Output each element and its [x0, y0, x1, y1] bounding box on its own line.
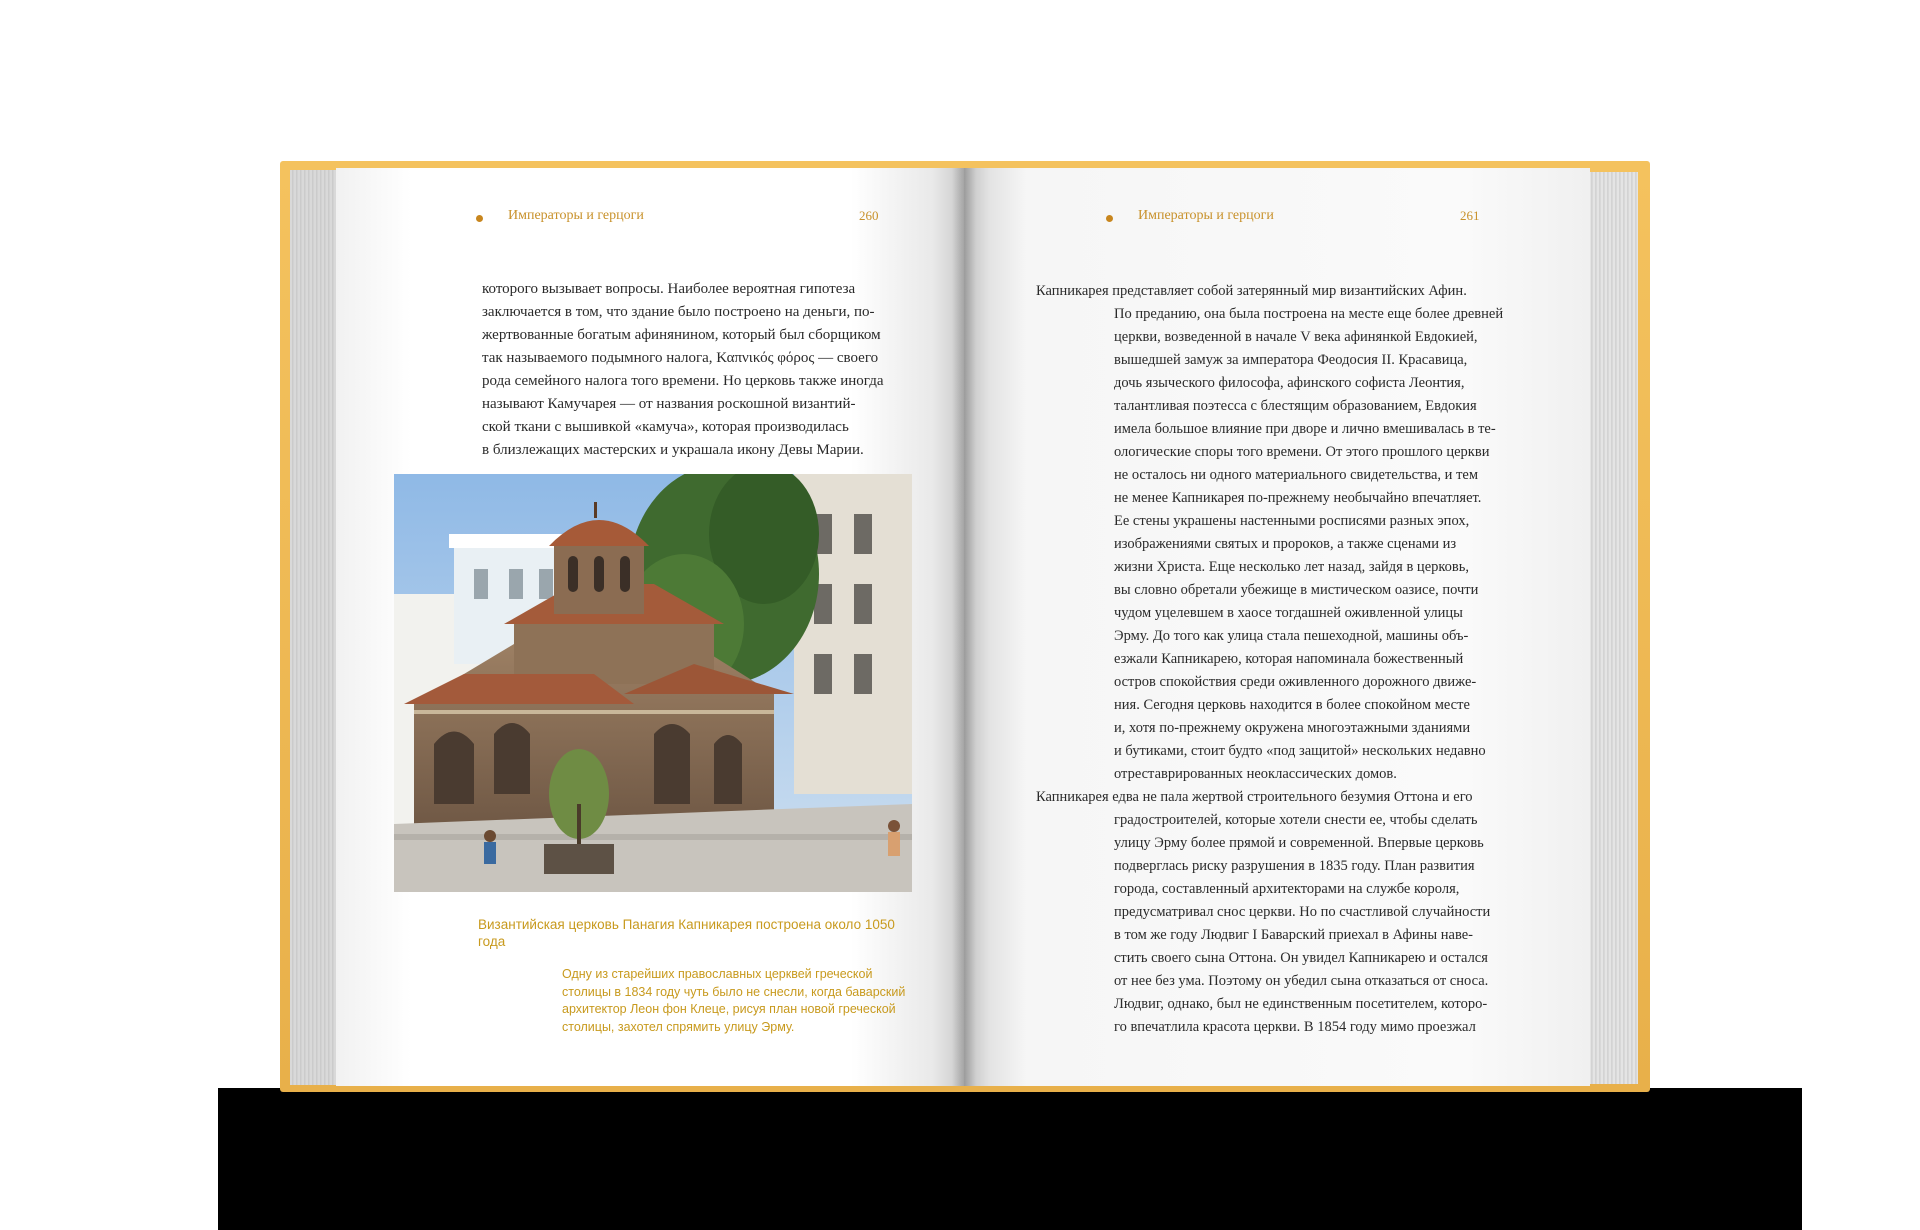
- book-shadow: [218, 1088, 1802, 1230]
- text-line: Эрму. До того как улица стала пешеходной, машины объ-: [1114, 628, 1469, 644]
- text-line: ской ткани с вышивкой «камуча», которая производилась: [482, 419, 849, 435]
- text-line: не менее Капникарея по-прежнему необычайно впечатляет.: [1114, 490, 1482, 506]
- paragraph-first-line: Капникарея едва не пала жертвой строительного безумия Оттона и его: [1036, 789, 1473, 805]
- paragraph: [1036, 809, 1556, 1039]
- text-line: чудом уцелевшем в хаосе тогдашней оживленной улицы: [1114, 605, 1463, 621]
- text-line: градостроителей, которые хотели снести ее, чтобы сделать: [1114, 812, 1478, 828]
- text-line: изображениями святых и пророков, а также сценами из: [1114, 536, 1457, 552]
- text-line: не осталось ни одного материального свидетельства, и тем: [1114, 467, 1479, 483]
- left-paragraph: [482, 278, 922, 462]
- text-line: так называемого подымного налога, Καπνικός φόρος — своего: [482, 350, 879, 366]
- text-line: предусматривал снос церкви. Но по счастливой случайности: [1114, 904, 1491, 920]
- church-photo: [394, 474, 912, 892]
- running-head-bullet: [1106, 215, 1113, 222]
- text-line: го впечатлила красота церкви. В 1854 году мимо проезжал: [1114, 1019, 1476, 1035]
- page-edges-right: [1585, 172, 1638, 1084]
- text-line: езжали Капникарею, которая напоминала божественный: [1114, 651, 1464, 667]
- right-page: [964, 168, 1590, 1086]
- text-line: называют Камучарея — от названия роскошной византий-: [482, 396, 856, 412]
- page-edges-left: [290, 170, 338, 1085]
- page-number-left: 260: [859, 208, 879, 223]
- text-line: улицу Эрму более прямой и современной. Впервые церковь: [1114, 835, 1484, 851]
- book-spine-fold: [952, 168, 976, 1086]
- page-number-right: 261: [1460, 208, 1480, 223]
- running-head-left: Императоры и герцоги: [508, 208, 644, 223]
- text-line: ния. Сегодня церковь находится в более спокойном месте: [1114, 697, 1470, 713]
- text-line: и, хотя по-прежнему окружена многоэтажными зданиями: [1114, 720, 1471, 736]
- text-line: церкви, возведенной в начале V века афинянкой Евдокией,: [1114, 329, 1478, 345]
- text-line: По преданию, она была построена на месте еще более древней: [1114, 306, 1504, 322]
- text-line: от нее без ума. Поэтому он убедил сына отказаться от сноса.: [1114, 973, 1489, 989]
- text-line: и бутиками, стоит будто «под защитой» нескольких недавно: [1114, 743, 1486, 759]
- paragraph-first-line: Капникарея представляет собой затерянный мир византийских Афин.: [1036, 283, 1467, 299]
- left-page: [336, 168, 964, 1086]
- sidebar-note: Одну из старейших православных церквей греческой столицы в 1834 году чуть было не снесли, когда баварский архитектор Леон фон Клеце, рисуя план новой греческой столицы, захотел спрямить улицу Эрму.: [562, 967, 906, 1034]
- text-line: имела большое влияние при дворе и лично вмешивалась в те-: [1114, 421, 1496, 437]
- text-line: в близлежащих мастерских и украшала икону Девы Марии.: [482, 442, 864, 458]
- running-head-right: Императоры и герцоги: [1138, 208, 1274, 223]
- text-line: Ее стены украшены настенными росписями разных эпох,: [1114, 513, 1470, 529]
- text-line: дочь языческого философа, афинского софиста Леонтия,: [1114, 375, 1465, 391]
- right-text-column: [1036, 280, 1556, 1039]
- text-line: рода семейного налога того времени. Но церковь также иногда: [482, 373, 884, 389]
- text-line: подверглась риску разрушения в 1835 году. План развития: [1114, 858, 1475, 874]
- running-head-bullet: [476, 215, 483, 222]
- paragraph: [1036, 303, 1556, 786]
- text-line: города, составленный архитекторами на службе короля,: [1114, 881, 1460, 897]
- text-line: жизни Христа. Еще несколько лет назад, зайдя в церковь,: [1114, 559, 1470, 575]
- text-line: в том же году Людвиг I Баварский приехал в Афины наве-: [1114, 927, 1474, 943]
- text-line: стить своего сына Оттона. Он увидел Капникарею и остался: [1114, 950, 1488, 966]
- text-line: вышедшей замуж за императора Феодосия II. Красавица,: [1114, 352, 1468, 368]
- text-line: жертвованные богатым афинянином, который был сборщиком: [482, 327, 881, 343]
- text-line: заключается в том, что здание было построено на деньги, по-: [482, 304, 875, 320]
- text-line: ологические споры того времени. От этого прошлого церкви: [1114, 444, 1490, 460]
- text-line: Людвиг, однако, был не единственным посетителем, которо-: [1114, 996, 1488, 1012]
- text-line: талантливая поэтесса с блестящим образованием, Евдокия: [1114, 398, 1477, 414]
- photo-caption: Византийская церковь Панагия Капникарея построена около 1050 года: [478, 917, 895, 949]
- text-line: вы словно обретали убежище в мистическом оазисе, почти: [1114, 582, 1479, 598]
- text-line: отреставрированных неоклассических домов.: [1114, 766, 1397, 782]
- text-line: остров спокойствия среди оживленного дорожного движе-: [1114, 674, 1477, 690]
- text-line: которого вызывает вопросы. Наиболее вероятная гипотеза: [482, 281, 856, 297]
